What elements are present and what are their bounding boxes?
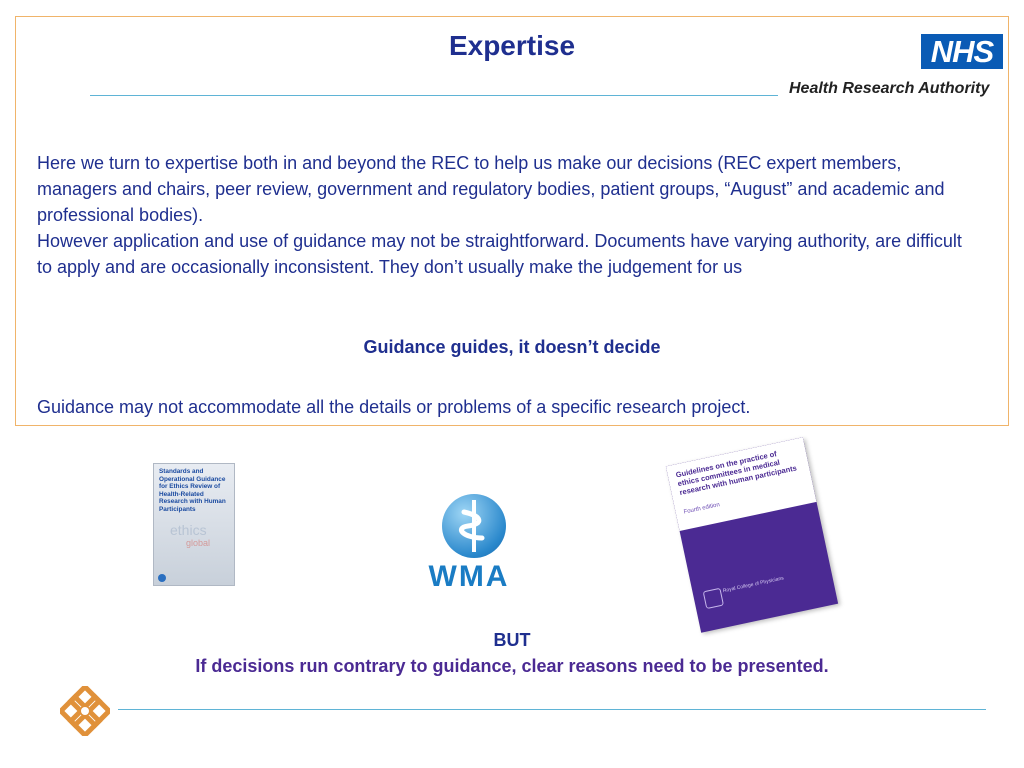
wma-globe-icon <box>442 494 506 558</box>
hra-logo-text: Health Research Authority <box>789 80 990 97</box>
paragraph-1: Here we turn to expertise both in and beyond the REC to help us make our decisions (REC expert members, managers and chairs, peer review, government and regulatory bodies, patient groups, “August” and academic and professional bodies). <box>37 153 945 225</box>
rcp-crest-icon <box>703 588 724 609</box>
wma-logo <box>410 490 528 600</box>
wma-wordmark: WMA <box>428 560 510 593</box>
staff-of-asclepius-icon <box>442 494 506 558</box>
book1-title: Standards and Operational Guidance for Ethics Review of Health-Related Research with Human Participants <box>159 468 226 513</box>
but-statement: If decisions run contrary to guidance, clear reasons need to be presented. <box>195 656 829 676</box>
emphasis-statement: Guidance guides, it doesn’t decide <box>363 337 661 357</box>
book1-watermark: ethics <box>170 522 207 538</box>
body-text <box>37 150 977 280</box>
closing-statement: Guidance may not accommodate all the details or problems of a specific research project. <box>37 397 751 417</box>
nhs-logo: NHS <box>921 34 1003 69</box>
who-emblem-icon <box>158 574 166 582</box>
rcp-guidelines-book-image <box>666 437 838 632</box>
but-heading: BUT <box>493 630 531 650</box>
paragraph-2: However application and use of guidance may not be straightforward. Documents have varying authority, are difficult to apply and are occasionally inconsistent. They don’t usually make the judgement for us <box>37 231 962 277</box>
title-divider <box>90 95 778 96</box>
who-guidance-book-image <box>153 463 235 586</box>
book1-watermark-2: global <box>186 538 211 548</box>
slide-title: Expertise <box>448 30 576 61</box>
book2-publisher: Royal College of Physicians <box>722 575 785 595</box>
footer-divider <box>118 709 986 710</box>
book2-title: Guidelines on the practice of ethics committees in medical research with human participants <box>674 449 798 498</box>
book2-edition: Fourth edition <box>683 502 721 516</box>
celtic-knot-icon <box>60 686 110 736</box>
